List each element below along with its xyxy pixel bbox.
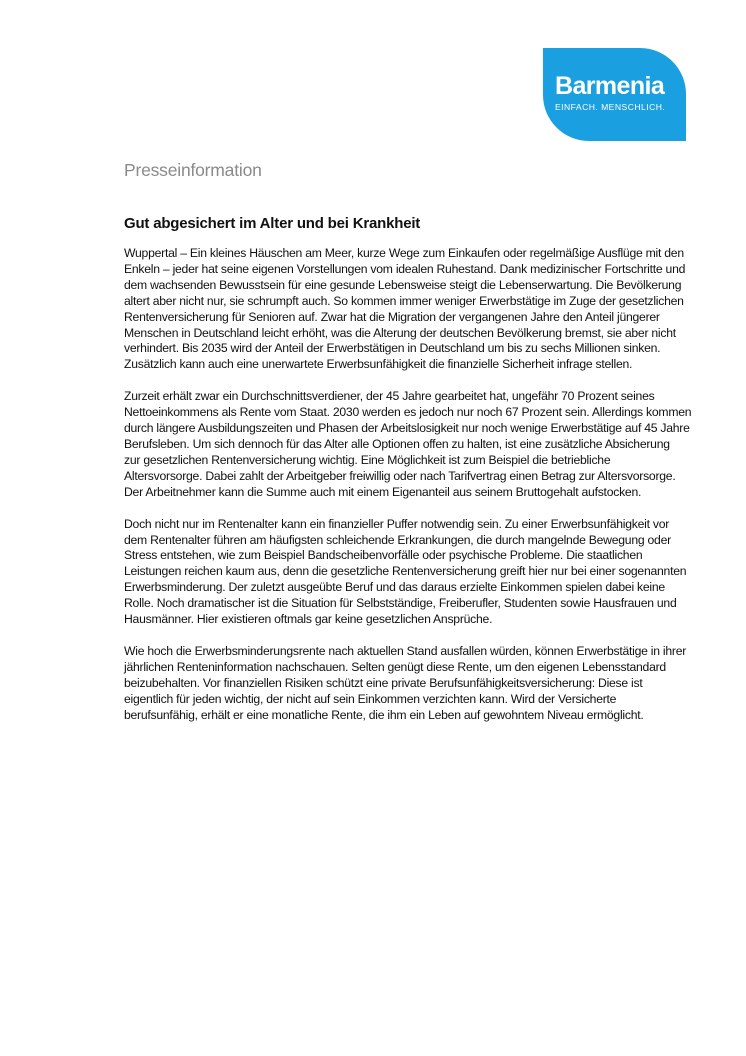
- text-line: Doch nicht nur im Rentenalter kann ein finanzieller Puffer notwendig sein. Zu einer Erwerbsunfähigkeit vor: [124, 516, 670, 531]
- text-line: Menschen in Deutschland leicht erhöht, was die Alterung der deutschen Bevölkerung bremst, sie aber nicht: [124, 325, 676, 340]
- text-line: Erwerbsminderung. Der zuletzt ausgeübte Beruf und das daraus erzielte Einkommen spielen dabei keine: [124, 580, 665, 595]
- text-line: Zurzeit erhält zwar ein Durchschnittsverdiener, der 45 Jahre gearbeitet hat, ungefähr 70 Prozent seines: [124, 389, 655, 404]
- text-line: Enkeln – jeder hat seine eigenen Vorstellungen vom idealen Ruhestand. Dank medizinischer Fortschritte und: [124, 261, 686, 276]
- text-line: Hausmänner. Hier existieren oftmals gar keine gesetzlichen Ansprüche.: [124, 612, 493, 627]
- text-line: zur gesetzlichen Rentenversicherung wichtig. Eine Möglichkeit ist zum Beispiel die betriebliche: [124, 452, 611, 467]
- text-line: Nettoeinkommens als Rente vom Staat. 2030 werden es jedoch nur noch 67 Prozent sein. Allerdings kommen: [124, 405, 692, 420]
- barmenia-logo: [543, 48, 686, 141]
- text-line: berufsunfähig, erhält er eine monatliche Rente, die ihm ein Leben auf gewohntem Niveau ermöglicht.: [124, 707, 644, 722]
- text-line: Altersvorsorge. Dabei zahlt der Arbeitgeber freiwillig oder nach Tarifvertrag einen Betrag zur Altersvorsorge.: [124, 468, 676, 483]
- article-body: [124, 246, 692, 739]
- text-line: Berufsleben. Um sich dennoch für das Alter alle Optionen offen zu halten, ist eine zusätzliche Absicherung: [124, 436, 670, 451]
- text-line: Rentenversicherung für Senioren auf. Zwar hat die Migration der vergangenen Jahre den Anteil jüngerer: [124, 309, 660, 324]
- text-line: durch längere Ausbildungszeiten und Phasen der Arbeitslosigkeit nur noch wenige Erwerbstätige auf 45 Jahre: [124, 421, 690, 436]
- paragraph: [124, 389, 692, 500]
- text-line: Der Arbeitnehmer kann die Summe auch mit einem Eigenanteil aus seinem Bruttogehalt aufstocken.: [124, 484, 642, 499]
- text-line: Rolle. Noch dramatischer ist die Situation für Selbstständige, Freiberufler, Studenten sowie Hausfrauen und: [124, 596, 677, 611]
- page-title: Gut abgesichert im Alter und bei Krankheit: [124, 215, 421, 232]
- logo-tagline: EINFACH. MENSCHLICH.: [555, 102, 666, 112]
- document-type: Presseinformation: [124, 160, 262, 180]
- logo-wordmark: Barmenia: [555, 72, 665, 100]
- text-line: Stress entstehen, wie zum Beispiel Bandscheibenvorfälle oder psychische Probleme. Die staatlichen: [124, 548, 643, 563]
- text-line: Wuppertal – Ein kleines Häuschen am Meer, kurze Wege zum Einkaufen oder regelmäßige Ausflüge mit den: [124, 246, 684, 260]
- paragraph: [124, 516, 687, 628]
- text-line: Wie hoch die Erwerbsminderungsrente nach aktuellen Stand ausfallen würden, können Erwerbstätige in ihrer: [124, 643, 687, 658]
- text-line: Leistungen reichen kaum aus, denn die gesetzliche Rentenversicherung greift hier nur bei einer sogenannten: [124, 564, 687, 579]
- paragraph: [124, 246, 684, 373]
- text-line: dem Rentenalter führen am häufigsten schleichende Erkrankungen, die durch mangelnde Bewegung oder: [124, 532, 671, 547]
- text-line: beizubehalten. Vor finanziellen Risiken schützt eine private Berufsunfähigkeitsversicherung: Diese ist: [124, 675, 643, 690]
- text-line: altert aber nicht nur, sie schrumpft auch. So kommen immer weniger Erwerbstätige im Zuge der gesetzlichen: [124, 293, 684, 308]
- text-line: jährlichen Renteninformation nachschauen. Selten genügt diese Rente, um den eigenen Lebensstandard: [124, 659, 666, 674]
- paragraph: [124, 643, 687, 724]
- text-line: eigentlich für jeden wichtig, der nicht auf sein Einkommen verzichten kann. Wird der Versicherte: [124, 691, 617, 706]
- text-line: verhindert. Bis 2035 wird der Anteil der Erwerbstätigen in Deutschland um bis zu sechs Millionen sinken.: [124, 341, 661, 356]
- text-line: dem wachsenden Bewusstsein für eine gesunde Lebensweise steigt die Lebenserwartung. Die Bevölkerung: [124, 277, 682, 292]
- text-line: Zusätzlich kann auch eine unerwartete Erwerbsunfähigkeit die finanzielle Sicherheit infrage stellen.: [124, 357, 633, 372]
